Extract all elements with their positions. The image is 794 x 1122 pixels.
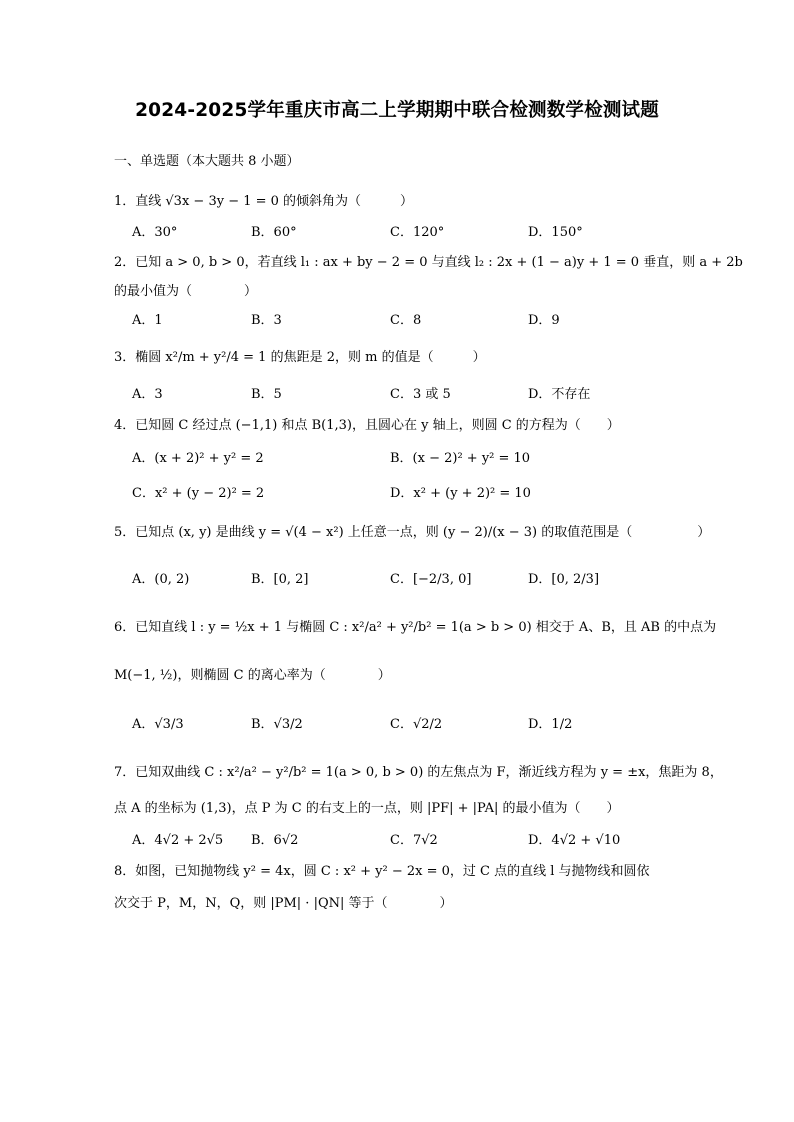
section-heading: 一、单选题（本大题共 8 小题） bbox=[114, 154, 300, 169]
option-a: A．4√2 + 2√5 bbox=[132, 833, 224, 848]
option-d: D．x² + (y + 2)² = 10 bbox=[390, 486, 531, 501]
option-b: B．[0, 2] bbox=[251, 572, 309, 587]
question-5-options bbox=[132, 568, 732, 588]
option-a: A．3 bbox=[132, 387, 163, 402]
question-4-stem: 4．已知圆 C 经过点 (−1,1) 和点 B(1,3)，且圆心在 y 轴上，则圆 C 的方程为（ ） bbox=[114, 418, 620, 433]
question-8-stem: 8．如图，已知抛物线 y² = 4x，圆 C : x² + y² − 2x = 0，过 C 点的直线 l 与抛物线和圆依 bbox=[114, 864, 650, 879]
option-c: C．x² + (y − 2)² = 2 bbox=[132, 486, 265, 501]
option-c: C．120° bbox=[390, 225, 445, 240]
question-3-options bbox=[132, 383, 732, 403]
option-c: C．[−2/3, 0] bbox=[390, 572, 472, 587]
option-b: B．60° bbox=[251, 225, 297, 240]
option-b: B．3 bbox=[251, 313, 282, 328]
question-1-stem: 1．直线 √3x − 3y − 1 = 0 的倾斜角为（ ） bbox=[114, 194, 414, 209]
option-a: A．1 bbox=[132, 313, 163, 328]
question-2-options bbox=[132, 309, 732, 329]
question-6-stem-cont: M(−1, ½)，则椭圆 C 的离心率为（ ） bbox=[114, 668, 391, 683]
option-c: C．3 或 5 bbox=[390, 387, 451, 402]
option-a: A．30° bbox=[132, 225, 178, 240]
option-a: A．(x + 2)² + y² = 2 bbox=[132, 451, 264, 466]
question-6-stem: 6．已知直线 l : y = ½x + 1 与椭圆 C : x²/a² + y²/b² = 1(a > b > 0) 相交于 A、B，且 AB 的中点为 bbox=[114, 620, 717, 635]
option-d: D．不存在 bbox=[528, 387, 591, 402]
option-c: C．8 bbox=[390, 313, 422, 328]
option-b: B．(x − 2)² + y² = 10 bbox=[390, 451, 531, 466]
option-c: C．7√2 bbox=[390, 833, 438, 848]
option-a: A．√3/3 bbox=[132, 717, 184, 732]
option-b: B．6√2 bbox=[251, 833, 299, 848]
question-2-stem: 2．已知 a > 0, b > 0，若直线 l₁ : ax + by − 2 = 0 与直线 l₂ : 2x + (1 − a)y + 1 = 0 垂直，则 a + 2b bbox=[114, 255, 743, 270]
question-2-stem-cont: 的最小值为（ ） bbox=[114, 284, 258, 299]
question-6-options bbox=[132, 713, 732, 733]
question-3-stem: 3．椭圆 x²/m + y²/4 = 1 的焦距是 2，则 m 的值是（ ） bbox=[114, 350, 486, 365]
question-8-stem-cont: 次交于 P，M，N，Q，则 |PM| · |QN| 等于（ ） bbox=[114, 896, 453, 911]
option-b: B．√3/2 bbox=[251, 717, 303, 732]
question-5-stem: 5．已知点 (x, y) 是曲线 y = √(4 − x²) 上任意一点，则 (y − 2)/(x − 3) 的取值范围是（ ） bbox=[114, 525, 711, 540]
option-b: B．5 bbox=[251, 387, 282, 402]
option-d: D．[0, 2/3] bbox=[528, 572, 600, 587]
question-7-options bbox=[132, 829, 732, 849]
option-d: D．1/2 bbox=[528, 717, 573, 732]
question-1-options bbox=[132, 221, 732, 241]
option-c: C．√2/2 bbox=[390, 717, 443, 732]
option-a: A．(0, 2) bbox=[132, 572, 190, 587]
question-7-stem: 7．已知双曲线 C : x²/a² − y²/b² = 1(a > 0, b > 0) 的左焦点为 F，渐近线方程为 y = ±x，焦距为 8， bbox=[114, 765, 723, 780]
question-7-stem-cont: 点 A 的坐标为 (1,3)，点 P 为 C 的右支上的一点，则 |PF| + |PA| 的最小值为（ ） bbox=[114, 801, 620, 816]
page-title: 2024-2025学年重庆市高二上学期期中联合检测数学检测试题 bbox=[135, 100, 659, 121]
option-d: D．9 bbox=[528, 313, 560, 328]
option-d: D．4√2 + √10 bbox=[528, 833, 621, 848]
option-d: D．150° bbox=[528, 225, 583, 240]
